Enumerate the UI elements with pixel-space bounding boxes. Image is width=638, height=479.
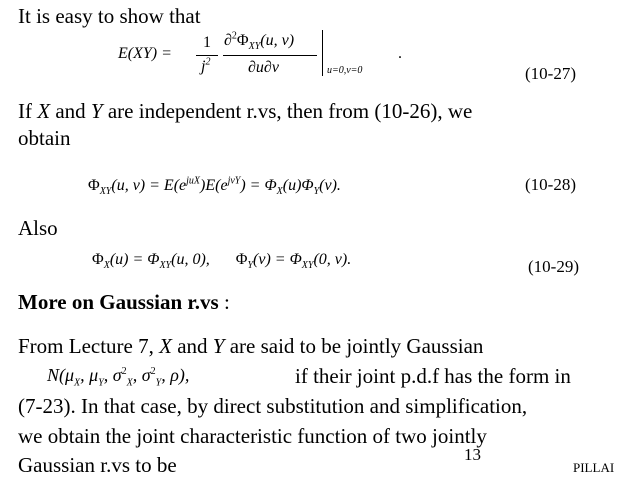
eq2-sup-2: jvY: [227, 175, 241, 187]
eq1-number: (10-27): [525, 64, 576, 83]
eq1-frac-bar-2: [223, 55, 317, 56]
p3-text-a: From Lecture 7,: [18, 334, 160, 358]
heading-colon: :: [218, 290, 230, 314]
paragraph-gaussian-line3: (7-23). In that case, by direct substitution and simplification,: [18, 394, 528, 418]
eq3-part-2: (u) = Φ: [109, 251, 160, 268]
eq1-eval-at: u=0,v=0: [327, 65, 363, 76]
eq1-j-sup: 2: [205, 56, 211, 68]
p3-math-sigma-y: , σ: [132, 365, 151, 385]
gaussian-heading: [18, 292, 230, 313]
eq1-j: j: [201, 58, 206, 75]
eq1-phi: Φ: [236, 32, 249, 49]
p2-text-c: are independent r.vs, then from (10-26), we: [102, 99, 473, 123]
p3-sub-x: X: [74, 377, 81, 389]
eq3-part-5: (v) = Φ: [253, 251, 302, 268]
eq2-part-2: )E(e: [200, 177, 228, 194]
eq2-part-1: (u, v) = E(e: [111, 177, 187, 194]
eq3-part-6: (0, v).: [313, 251, 352, 268]
eq1-dot: .: [398, 45, 402, 62]
p2-var-x: X: [37, 99, 51, 123]
p3-math-rho: , ρ),: [161, 365, 190, 385]
intro-line: It is easy to show that: [18, 4, 201, 28]
p3-math-sigma-x: , σ: [103, 365, 122, 385]
p3-sup-2b: 2: [150, 366, 156, 377]
eq2-sup-1: juX: [186, 175, 201, 187]
paragraph-gaussian-line2-tail: if their joint p.d.f has the form in: [295, 364, 571, 388]
equation-10-28: [88, 175, 341, 198]
eq1-frac-denominator: [201, 56, 211, 75]
eq2-part-3: ) = Φ: [240, 177, 277, 194]
paragraph-gaussian-line1: [18, 336, 483, 357]
eq1-eval-bar: [322, 30, 323, 76]
eq1-frac-numerator: 1: [203, 34, 211, 51]
eq2-sub-3: Y: [313, 186, 320, 198]
p3-sub-x2: X: [126, 377, 133, 389]
eq2-part-5: (v).: [319, 177, 341, 194]
eq3-phi-2: Φ: [235, 251, 248, 268]
eq2-sub-1: XY: [99, 186, 112, 198]
paragraph-gaussian-line5: Gaussian r.vs to be: [18, 453, 177, 477]
eq3-sub-4: Y: [247, 260, 254, 272]
p3-math-n: N(μ: [47, 365, 75, 385]
paragraph-independent-line1: [18, 101, 472, 122]
p3-sub-y2: Y: [155, 377, 162, 389]
paragraph-independent-line2: obtain: [18, 126, 71, 150]
paragraph-gaussian-line4: we obtain the joint characteristic function of two jointly: [18, 424, 487, 448]
page-number: 13: [464, 445, 481, 464]
eq2-number: (10-28): [525, 175, 576, 194]
eq3-part-3: (u, 0),: [171, 251, 210, 268]
eq3-phi-1: Φ: [92, 251, 104, 268]
heading-text: More on Gaussian r.vs: [18, 290, 219, 314]
eq1-phi-sub: XY: [248, 41, 261, 53]
eq3-sub-5: XY: [301, 260, 314, 272]
eq1-partial-denominator: ∂u∂v: [248, 59, 279, 76]
also-label: Also: [18, 216, 58, 240]
eq1-partial: ∂: [224, 32, 232, 49]
eq3-sub-1: X: [103, 260, 110, 272]
footer-author: PILLAI: [573, 460, 615, 475]
eq1-partial-numerator: [224, 30, 295, 53]
p3-sup-2a: 2: [121, 366, 127, 377]
eq1-args: (u, v): [260, 32, 295, 49]
p2-text-b: and: [50, 99, 91, 123]
equation-10-29: [92, 251, 352, 272]
p3-text-c: are said to be jointly Gaussian: [224, 334, 484, 358]
eq2-sub-2: X: [276, 186, 283, 198]
eq2-part-4: (u)Φ: [282, 177, 314, 194]
eq2-phi-1: Φ: [88, 177, 100, 194]
p3-text-b: and: [171, 334, 213, 358]
p2-text-a: If: [18, 99, 38, 123]
eq3-sub-2: XY: [159, 260, 172, 272]
p3-var-y: Y: [212, 334, 225, 358]
gaussian-parameters: [47, 365, 190, 389]
p3-math-rest: , μ: [80, 365, 99, 385]
eq1-partial-sup: 2: [231, 30, 237, 42]
eq3-number: (10-29): [528, 257, 579, 276]
eq1-lhs: E(XY) =: [118, 45, 172, 62]
p2-var-y: Y: [90, 99, 103, 123]
p3-var-x: X: [159, 334, 172, 358]
p3-sub-y: Y: [98, 377, 104, 389]
